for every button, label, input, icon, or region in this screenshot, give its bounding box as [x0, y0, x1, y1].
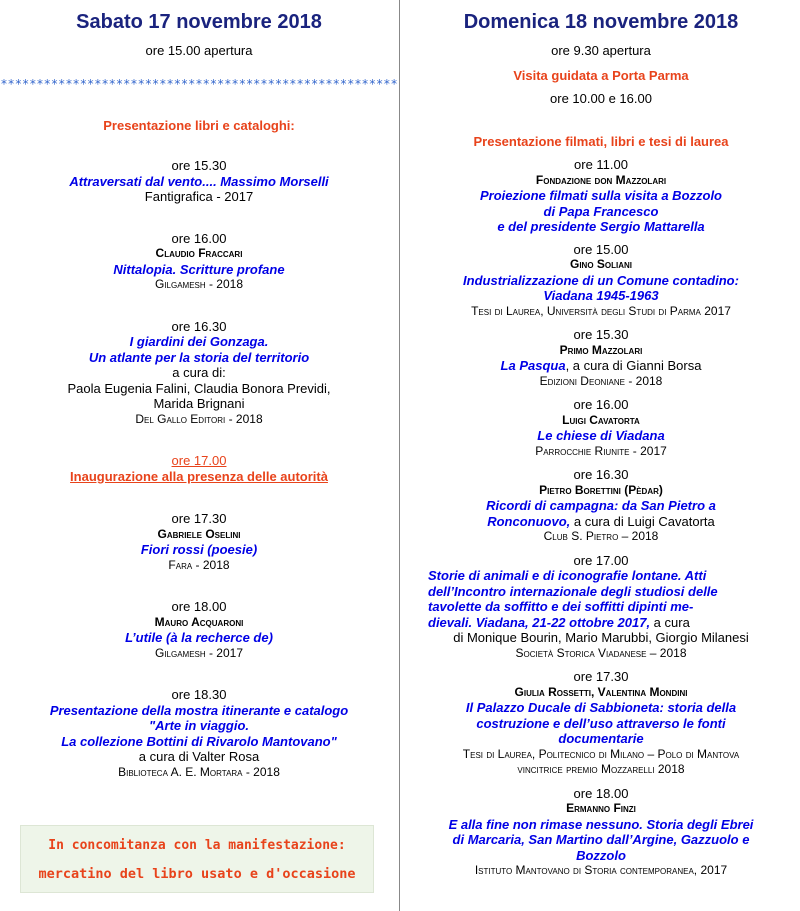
- event-1700-inauguration: [0, 453, 398, 484]
- event-curator: a cura di Luigi Cavatorta: [570, 513, 715, 529]
- book-market-notice: [20, 825, 374, 893]
- event-curator-tail: a cura: [650, 614, 690, 630]
- event-time: ore 16.30: [171, 318, 227, 334]
- sunday-opening: ore 9.30 apertura: [551, 43, 651, 58]
- event-title-line2: di Papa Francesco: [543, 203, 659, 219]
- event-publisher: Del Gallo Editori - 2018: [135, 411, 263, 426]
- saturday-title: Sabato 17 novembre 2018: [76, 11, 322, 33]
- event-title-line1: E alla fine non rimase nessuno. Storia degli Ebrei: [448, 816, 754, 832]
- event-time: ore 16.30: [573, 467, 629, 482]
- event-publisher: Parrocchie Riunite - 2017: [535, 443, 667, 458]
- event-1730: [0, 511, 398, 573]
- inauguration-title: Inaugurazione alla presenza delle autorità: [70, 468, 328, 484]
- event-title-line2: di Marcaria, San Martino dall’Argine, Gazzuolo e: [452, 832, 750, 847]
- event-title-line1: I giardini dei Gonzaga.: [129, 334, 269, 349]
- event-publisher: Tesi di Laurea, Università degli Studi di Parma 2017: [471, 303, 731, 318]
- event-publisher: Club S. Pietro – 2018: [543, 529, 659, 543]
- event-1530: [0, 158, 398, 205]
- event-1730: [402, 669, 800, 778]
- event-curator: a cura di Valter Rosa: [138, 749, 260, 764]
- event-publisher: Gilgamesh - 2018: [154, 277, 244, 291]
- event-title-line1: Proiezione filmati sulla visita a Bozzolo: [480, 188, 722, 203]
- event-author: Giulia Rossetti, Valentina Mondini: [514, 684, 688, 699]
- event-title-row: [402, 615, 800, 631]
- event-time: ore 16.00: [573, 397, 629, 412]
- event-title: Attraversati dal vento.... Massimo Morselli: [69, 173, 329, 189]
- event-title-line2: Viadana 1945-1963: [543, 288, 659, 303]
- event-title-line1: Industrializzazione di un Comune contadino:: [463, 272, 739, 288]
- event-title-line1: Il Palazzo Ducale di Sabbioneta: storia della: [465, 700, 737, 715]
- event-1100: [402, 157, 800, 235]
- event-author: Mauro Acquaroni: [154, 614, 244, 629]
- event-publisher-line1: Tesi di Laurea, Politecnico di Milano – Polo di Mantova: [462, 746, 740, 761]
- event-title-line3: tavolette da soffitto e dei soffitti dipinti me-: [428, 599, 694, 614]
- event-time: ore 18.30: [171, 687, 227, 702]
- event-author: Ermanno Finzi: [566, 801, 636, 815]
- event-time: ore 18.00: [573, 785, 629, 801]
- event-title-line1: Storie di animali e di iconografie lontane. Atti: [428, 568, 707, 583]
- event-time: ore 11.00: [574, 157, 628, 172]
- guided-tour-times: ore 10.00 e 16.00: [550, 91, 652, 106]
- event-curators-line2: Marida Brignani: [153, 396, 245, 411]
- event-title: L’utile (à la recherce de): [125, 630, 273, 645]
- event-publisher: Biblioteca A. E. Mortara - 2018: [118, 764, 280, 779]
- event-title: Le chiese di Viadana: [537, 428, 665, 443]
- event-time: ore 15.30: [573, 327, 629, 342]
- event-publisher: Società Storica Viadanese – 2018: [515, 645, 687, 660]
- event-1800: [402, 786, 800, 879]
- event-author: Primo Mazzolari: [559, 342, 643, 357]
- event-time: ore 18.00: [171, 599, 227, 614]
- column-divider: [399, 0, 400, 911]
- event-curator: , a cura di Gianni Borsa: [565, 358, 702, 373]
- event-publisher: Istituto Mantovano di Storia contemporanea, 2017: [474, 863, 728, 877]
- event-1500: [402, 242, 800, 320]
- event-1530: [402, 327, 800, 389]
- event-publisher: Fantigrafica - 2017: [144, 189, 254, 204]
- event-author: Claudio Fraccari: [155, 246, 243, 260]
- event-title-line2: "Arte in viaggio.: [148, 718, 250, 733]
- event-author: Luigi Cavatorta: [562, 412, 640, 427]
- event-title-line4: dievali. Viadana, 21-22 ottobre 2017,: [428, 614, 651, 630]
- event-title: Nittalopia. Scritture profane: [113, 261, 285, 277]
- event-title: La Pasqua: [500, 358, 566, 373]
- event-time: ore 17.30: [573, 669, 629, 684]
- guided-tour: Visita guidata a Porta Parma: [513, 67, 689, 83]
- sunday-column: [402, 0, 800, 879]
- notice-line1: In concomitanza con la manifestazione:: [48, 838, 346, 853]
- event-1630: [0, 319, 398, 428]
- sunday-section-title: Presentazione filmati, libri e tesi di laurea: [473, 133, 729, 149]
- event-time: ore 16.00: [171, 230, 227, 246]
- event-time: ore 15.30: [171, 158, 227, 173]
- event-title-line1: Presentazione della mostra itinerante e catalogo: [49, 702, 349, 718]
- event-title-row: [402, 514, 800, 530]
- event-1800: [0, 599, 398, 661]
- event-author: Pietro Borettini (Pèdar): [539, 482, 663, 497]
- event-1630: [402, 467, 800, 545]
- event-title-row: [402, 358, 800, 374]
- event-title-line2: Ronconuovo,: [487, 513, 571, 529]
- event-time: ore 17.30: [171, 511, 227, 526]
- event-author: Gabriele Oselini: [157, 526, 241, 541]
- event-time: ore 17.00: [171, 453, 227, 468]
- separator: *******************************************************: [0, 76, 398, 91]
- event-1600: [402, 397, 800, 459]
- event-publisher: Fara - 2018: [168, 557, 230, 572]
- saturday-opening: ore 15.00 apertura: [145, 43, 253, 58]
- event-curator-label: a cura di:: [172, 365, 226, 380]
- event-1700: [402, 553, 800, 662]
- event-1830: [0, 687, 398, 780]
- event-title-line3: La collezione Bottini di Rivarolo Mantovano": [61, 733, 337, 749]
- event-publisher-line2: vincitrice premio Mozzarelli 2018: [517, 762, 685, 776]
- event-1600: [0, 231, 398, 293]
- event-title-line2: Un atlante per la storia del territorio: [88, 349, 310, 365]
- event-curators-line1: Paola Eugenia Falini, Claudia Bonora Previdi,: [67, 380, 331, 396]
- event-publisher: Edizioni Deoniane - 2018: [539, 373, 663, 388]
- event-time: ore 15.00: [573, 241, 629, 257]
- event-publisher: Gilgamesh - 2017: [154, 645, 244, 660]
- event-author: Gino Soliani: [569, 257, 632, 271]
- event-title-line3: documentarie: [558, 731, 644, 746]
- event-title-line3: Bozzolo: [576, 847, 626, 863]
- event-time: ore 17.00: [573, 552, 629, 568]
- event-author: Fondazione don Mazzolari: [535, 172, 667, 187]
- saturday-section-title: Presentazione libri e cataloghi:: [103, 117, 295, 133]
- event-title: Fiori rossi (poesie): [140, 542, 258, 557]
- sunday-title: Domenica 18 novembre 2018: [463, 11, 739, 33]
- notice-line2: mercatino del libro usato e d'occasione: [38, 866, 356, 882]
- event-title-line3: e del presidente Sergio Mattarella: [497, 219, 705, 234]
- event-title-line2: dell’Incontro internazionale degli studiosi delle: [428, 583, 718, 599]
- saturday-column: [0, 0, 398, 780]
- event-curators: di Monique Bourin, Mario Marubbi, Giorgio Milanesi: [453, 630, 749, 645]
- event-title-line2: costruzione e dell’uso attraverso le fonti: [476, 715, 726, 731]
- event-title-line1: Ricordi di campagna: da San Pietro a: [486, 498, 716, 513]
